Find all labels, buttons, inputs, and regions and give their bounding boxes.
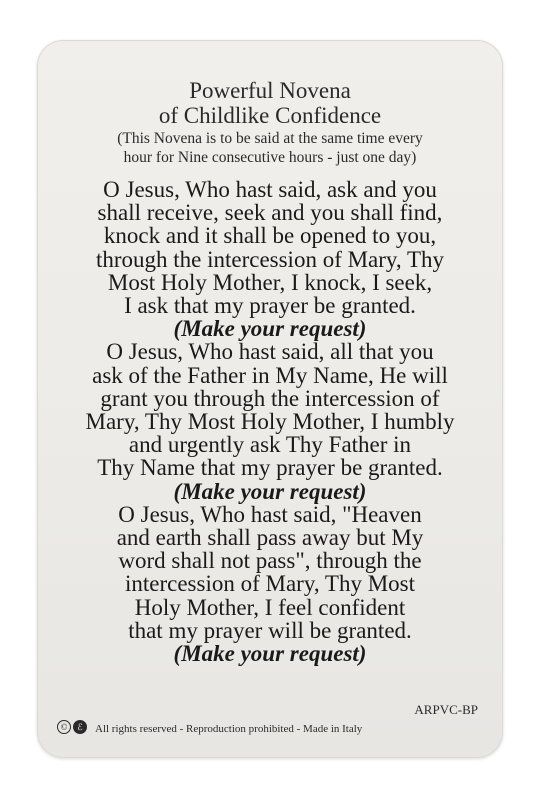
- prayer-line: ask of the Father in My Name, He will: [92, 362, 448, 388]
- prayer-line: knock and it shall be opened to you,: [103, 223, 437, 249]
- prayer-line: and urgently ask Thy Father in: [128, 432, 412, 458]
- title-line: of Childlike Confidence: [158, 103, 382, 128]
- prayer-line: grant you through the intercession of: [100, 385, 440, 411]
- request-instruction: (Make your request): [173, 478, 367, 504]
- request-instruction: (Make your request): [173, 641, 367, 667]
- request-instruction: (Make your request): [173, 316, 367, 342]
- prayer-line: Thy Name that my prayer be granted.: [97, 455, 443, 481]
- card-title: [37, 78, 503, 128]
- prayer-text: [37, 178, 503, 665]
- prayer-line: word shall not pass", through the: [118, 548, 422, 574]
- prayer-line: O Jesus, Who hast said, ask and you: [103, 177, 437, 202]
- prayer-line: Mary, Thy Most Holy Mother, I humbly: [85, 409, 455, 435]
- subtitle-line: hour for Nine consecutive hours - just one day): [123, 149, 417, 166]
- card-subtitle: [37, 129, 503, 167]
- prayer-line: I ask that my prayer be granted.: [124, 293, 416, 319]
- prayer-card: [37, 40, 503, 758]
- prayer-line: O Jesus, Who hast said, all that you: [106, 339, 434, 365]
- prayer-line: Holy Mother, I feel confident: [134, 594, 406, 620]
- prayer-line: shall receive, seek and you shall find,: [97, 200, 443, 226]
- prayer-line: intercession of Mary, Thy Most: [124, 571, 415, 597]
- prayer-line: that my prayer will be granted.: [128, 617, 412, 643]
- subtitle-line: (This Novena is to be said at the same time every: [117, 130, 423, 147]
- prayer-line: through the intercession of Mary, Thy: [95, 246, 445, 272]
- prayer-line: Most Holy Mother, I knock, I seek,: [107, 269, 433, 295]
- publisher-logo-icon: ℰ: [73, 720, 87, 734]
- product-code: ARPVC-BP: [414, 702, 478, 717]
- prayer-line: O Jesus, Who hast said, "Heaven: [118, 501, 422, 527]
- publisher-logos: [57, 720, 87, 734]
- title-line: Powerful Novena: [189, 78, 351, 103]
- copyright-notice: All rights reserved - Reproduction prohibited - Made in Italy: [95, 723, 363, 735]
- prayer-line: and earth shall pass away but My: [116, 525, 424, 551]
- copyright-icon: ©: [57, 720, 71, 734]
